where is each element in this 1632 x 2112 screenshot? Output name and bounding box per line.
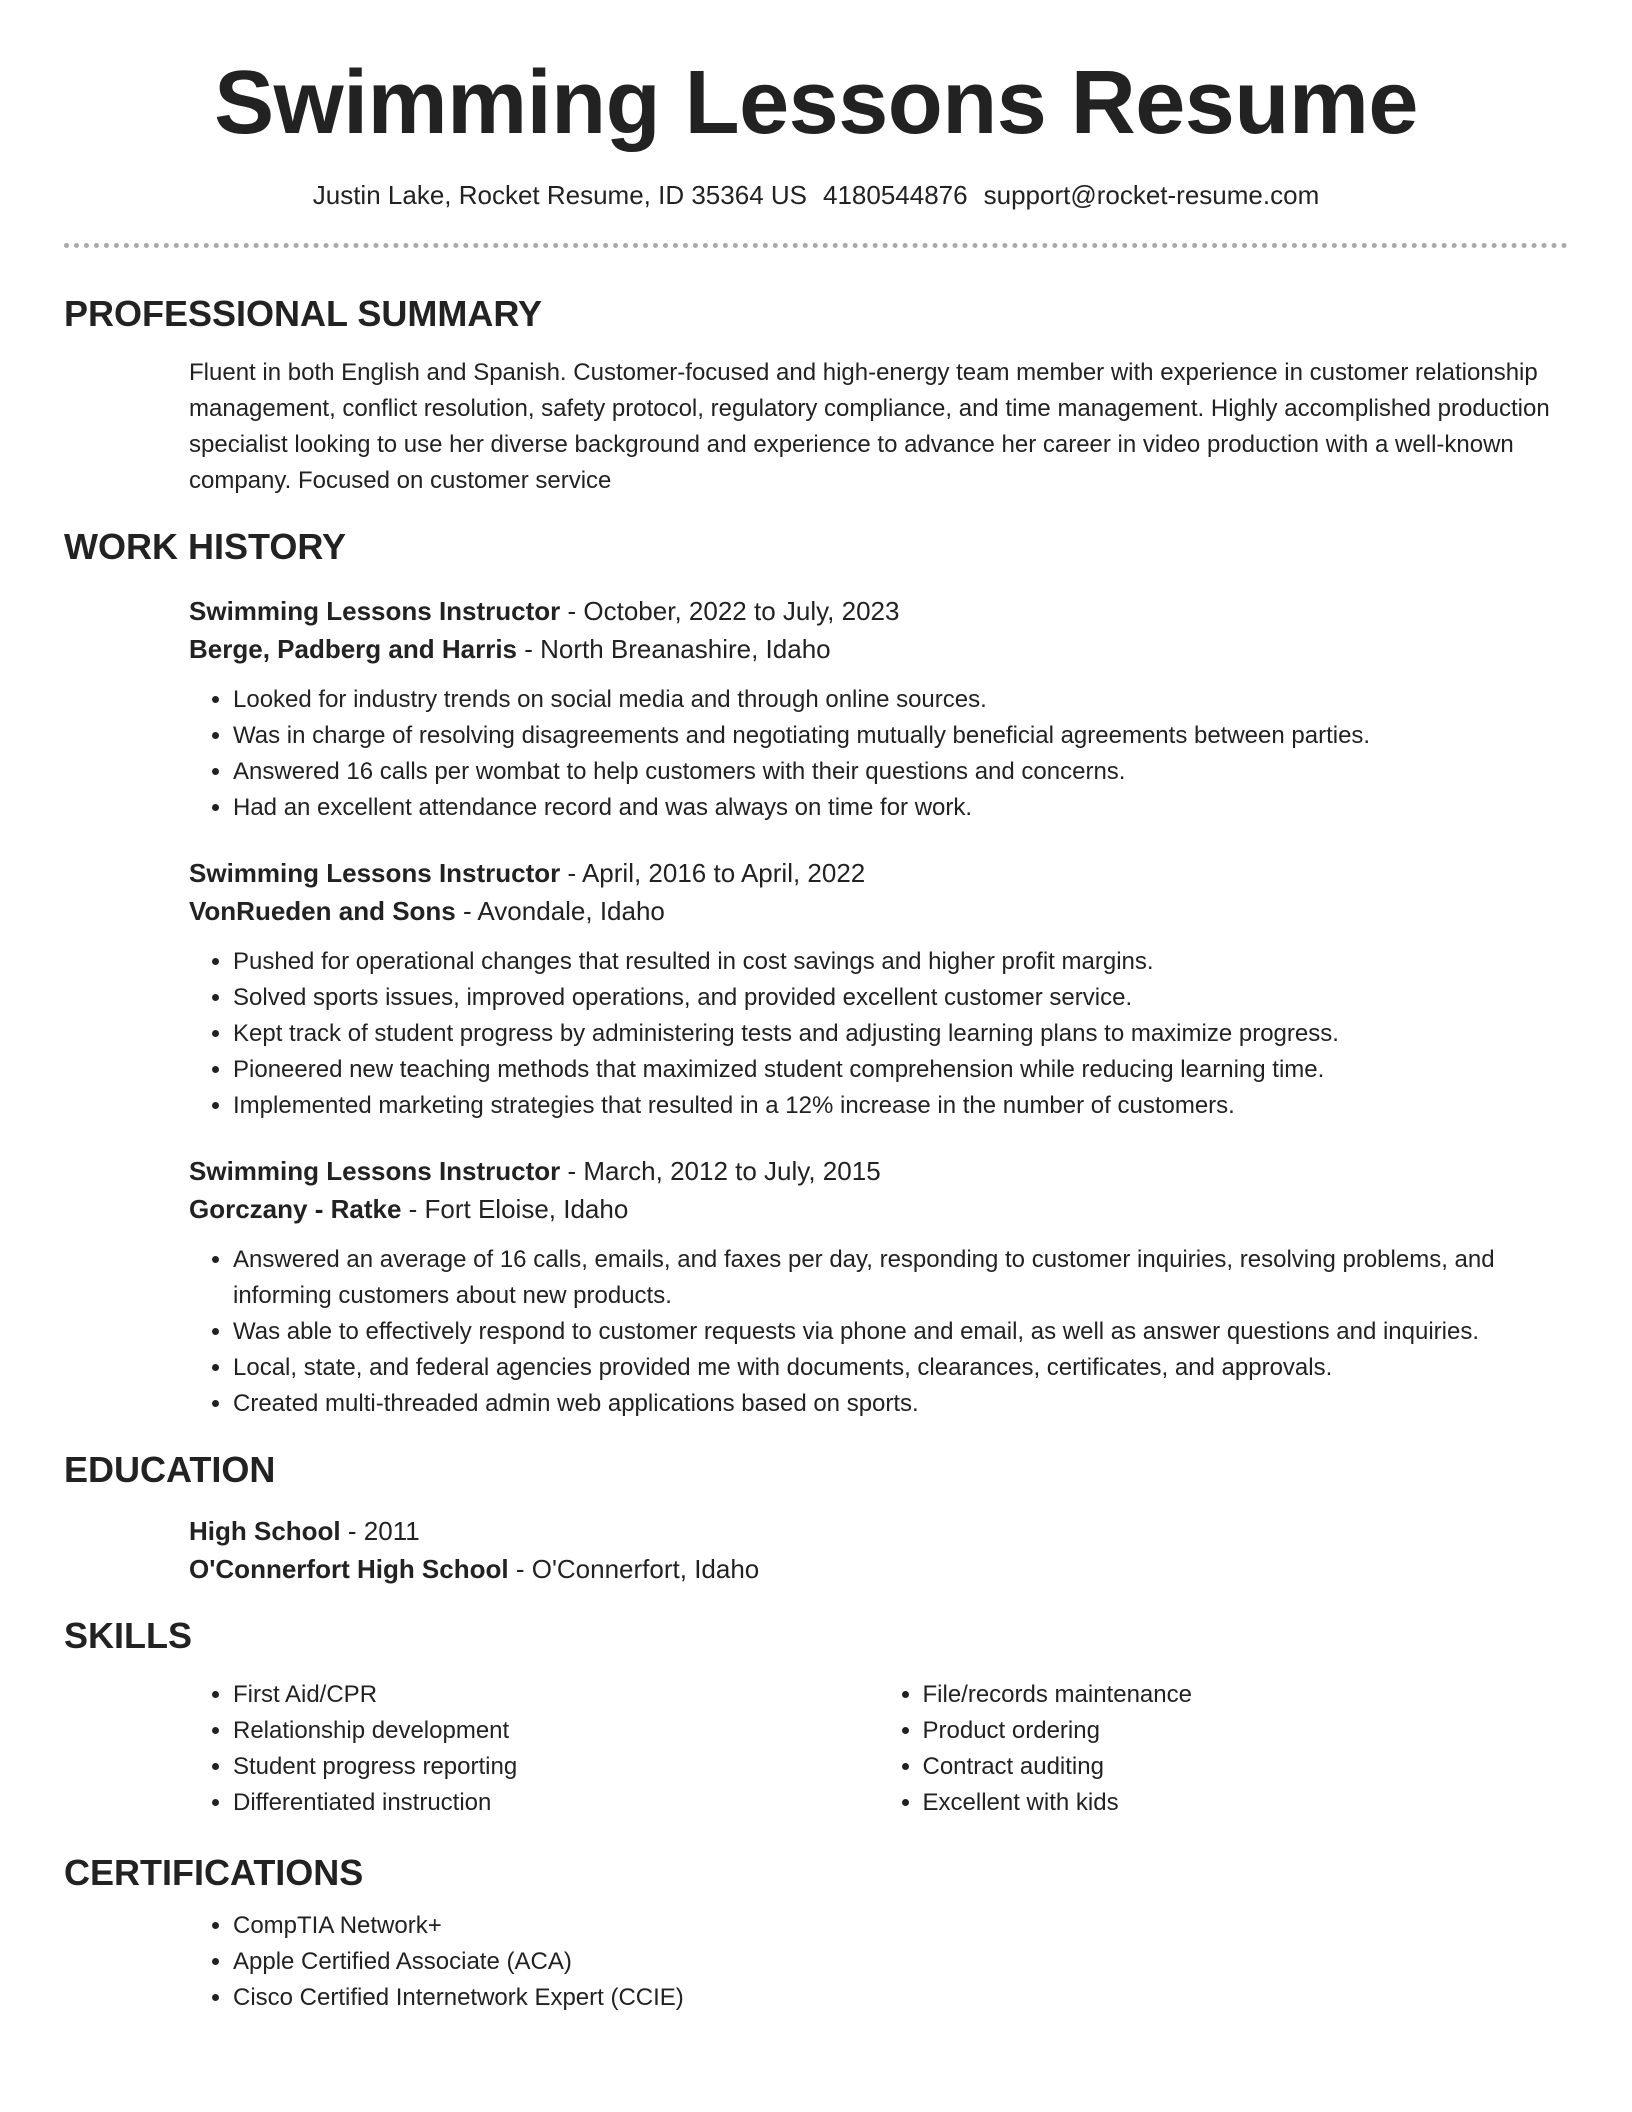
list-item: • Student progress reporting <box>233 1749 879 1785</box>
list-item: • Excellent with kids <box>923 1785 1569 1821</box>
list-item: • Answered 16 calls per wombat to help customers with their questions and concerns. <box>233 754 1568 790</box>
certifications-list <box>189 1908 1568 2016</box>
list-item: • Had an excellent attendance record and was always on time for work. <box>233 790 1568 826</box>
job-company-line <box>189 1190 1568 1228</box>
list-item: • Cisco Certified Internetwork Expert (CCIE) <box>233 1980 1568 2016</box>
job-dates: - October, 2022 to July, 2023 <box>560 596 900 627</box>
job-dates: - March, 2012 to July, 2015 <box>560 1156 881 1187</box>
job-location: - Fort Eloise, Idaho <box>401 1194 629 1225</box>
job-dates: - April, 2016 to April, 2022 <box>560 858 866 889</box>
list-item: • Apple Certified Associate (ACA) <box>233 1944 1568 1980</box>
education-school: O'Connerfort High School <box>189 1553 509 1584</box>
job-title-line <box>189 592 1568 630</box>
skills-list-left <box>189 1677 879 1821</box>
education-section <box>0 1448 1632 1587</box>
work-section <box>0 525 1632 1422</box>
list-item: • Looked for industry trends on social media and through online sources. <box>233 682 1568 718</box>
section-title-certifications: CERTIFICATIONS <box>64 1851 364 1893</box>
list-item: • Answered an average of 16 calls, emails, and faxes per day, responding to customer inquiries, resolving problems, and informing customers about new products. <box>233 1242 1568 1314</box>
job-bullets <box>189 1242 1568 1422</box>
list-item: • Pushed for operational changes that resulted in cost savings and higher profit margins. <box>233 944 1568 980</box>
job-role: Swimming Lessons Instructor <box>189 1156 561 1187</box>
education-entry <box>189 1512 1568 1588</box>
list-item: • Relationship development <box>233 1713 879 1749</box>
contact-email[interactable]: support@rocket-resume.com <box>983 180 1320 210</box>
job-role: Swimming Lessons Instructor <box>189 596 561 627</box>
job-company: Berge, Padberg and Harris <box>189 634 517 665</box>
summary-text: Fluent in both English and Spanish. Customer-focused and high-energy team member with experience in customer relationship management, conflict resolution, safety protocol, regulatory compliance, and time management. Highly accomplished production specialist looking to use her diverse background and experience to advance her career in video production with a well-known company. Focused on customer service <box>189 359 1550 495</box>
list-item: • Solved sports issues, improved operations, and provided excellent customer service. <box>233 980 1568 1016</box>
education-school-line <box>189 1550 1568 1588</box>
list-item: • Created multi-threaded admin web applications based on sports. <box>233 1386 1568 1422</box>
job-location: - North Breanashire, Idaho <box>517 634 831 665</box>
skills-list-right <box>879 1677 1569 1821</box>
page-title: Swimming Lessons Resume <box>214 53 1418 153</box>
education-year: - 2011 <box>340 1515 420 1546</box>
job-company: VonRueden and Sons <box>189 896 456 927</box>
skills-section <box>0 1614 1632 1821</box>
job-location: - Avondale, Idaho <box>455 896 665 927</box>
contact-line <box>0 180 1632 211</box>
certifications-section <box>0 1851 1632 2016</box>
job-company-line <box>189 892 1568 930</box>
list-item: • Was able to effectively respond to customer requests via phone and email, as well as answer questions and inquiries. <box>233 1314 1568 1350</box>
list-item: • Kept track of student progress by administering tests and adjusting learning plans to maximize progress. <box>233 1016 1568 1052</box>
section-title-summary: PROFESSIONAL SUMMARY <box>64 293 543 334</box>
job-bullets <box>189 682 1568 826</box>
job-bullets <box>189 944 1568 1124</box>
list-item: • Pioneered new teaching methods that maximized student comprehension while reducing learning time. <box>233 1052 1568 1088</box>
list-item: • Product ordering <box>923 1713 1569 1749</box>
contact-phone: 4180544876 <box>823 180 968 210</box>
job-company-line <box>189 630 1568 668</box>
job-company: Gorczany - Ratke <box>189 1194 402 1225</box>
section-title-skills: SKILLS <box>64 1614 193 1656</box>
education-degree: High School <box>189 1515 341 1546</box>
summary-section <box>0 292 1632 499</box>
skills-columns <box>189 1663 1568 1821</box>
education-location: - O'Connerfort, Idaho <box>508 1553 760 1584</box>
list-item: • First Aid/CPR <box>233 1677 879 1713</box>
list-item: • File/records maintenance <box>923 1677 1569 1713</box>
job-title-line <box>189 1152 1568 1190</box>
list-item: • CompTIA Network+ <box>233 1908 1568 1944</box>
section-title-work: WORK HISTORY <box>64 526 347 568</box>
education-degree-line <box>189 1512 1568 1550</box>
contact-address: Justin Lake, Rocket Resume, ID 35364 US <box>312 180 807 210</box>
list-item: • Was in charge of resolving disagreements and negotiating mutually beneficial agreements between parties. <box>233 718 1568 754</box>
list-item: • Local, state, and federal agencies provided me with documents, clearances, certificates, and approvals. <box>233 1350 1568 1386</box>
job-entry <box>189 592 1568 826</box>
section-title-education: EDUCATION <box>64 1449 276 1491</box>
job-role: Swimming Lessons Instructor <box>189 858 561 889</box>
list-item: • Contract auditing <box>923 1749 1569 1785</box>
list-item: • Differentiated instruction <box>233 1785 879 1821</box>
job-entry <box>189 854 1568 1124</box>
job-title-line <box>189 854 1568 892</box>
header-divider <box>64 243 1568 248</box>
certifications-block <box>189 1908 1568 2016</box>
list-item: • Implemented marketing strategies that resulted in a 12% increase in the number of customers. <box>233 1088 1568 1124</box>
job-entry <box>189 1152 1568 1422</box>
